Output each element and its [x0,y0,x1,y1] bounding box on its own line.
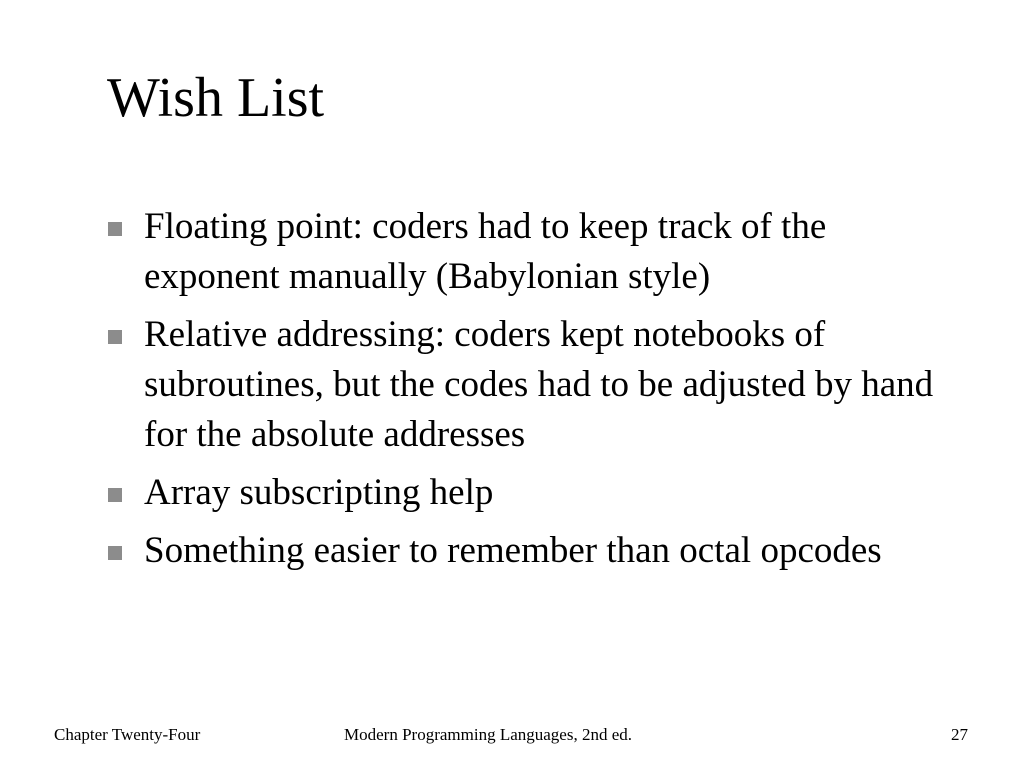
bullet-item-1 [106,202,966,302]
slide-title: Wish List [107,67,325,129]
bullet-text: Something easier to remember than octal opcodes [144,530,882,571]
bullet-item-2 [106,310,966,460]
bullet-item-3 [106,468,966,518]
bullet-text: Array subscripting help [144,472,494,513]
footer-chapter: Chapter Twenty-Four [54,725,201,744]
bullet-text: Floating point: coders had to keep track of the exponent manually (Babylonian style) [144,206,827,297]
bullet-item-4 [106,526,966,576]
square-bullet-icon [108,330,122,344]
footer-book-title: Modern Programming Languages, 2nd ed. [344,725,632,744]
square-bullet-icon [108,546,122,560]
bullet-text: Relative addressing: coders kept notebooks of subroutines, but the codes had to be adjusted by hand for the absolute addresses [144,314,934,455]
square-bullet-icon [108,488,122,502]
square-bullet-icon [108,222,122,236]
bullet-list [106,202,966,584]
footer-page-number: 27 [951,725,968,744]
